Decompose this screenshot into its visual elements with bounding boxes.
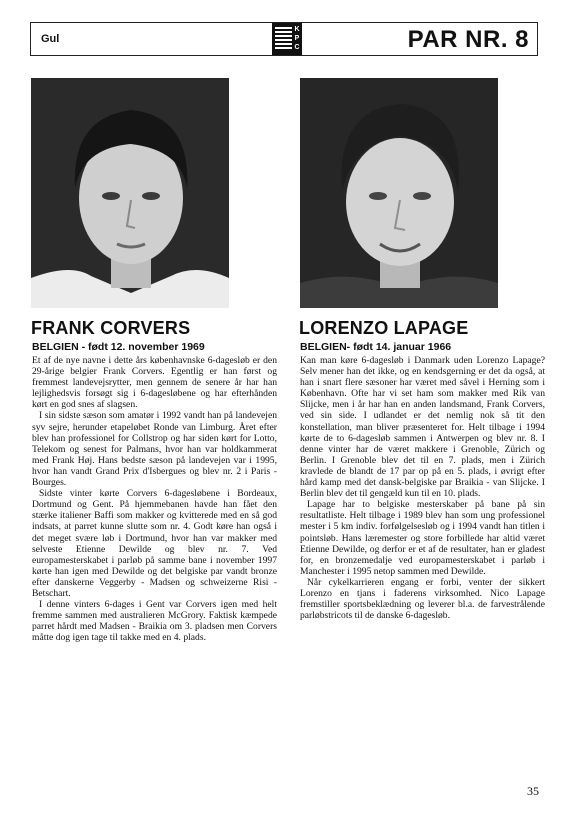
- bio-paragraph: Et af de nye navne i dette års københavnske 6-dagesløb er den 29-årige belgier Frank Corvers. Egentlig er han først og fremmest landevejsrytter, men gennem de senere år har han lejlighedsvis forsøgt sig i 6-dagesløbene og har efterhånden kørt en god snes af slagsen.: [32, 355, 277, 411]
- rider-birth-left: BELGIEN - født 12. november 1969: [32, 341, 205, 353]
- bio-paragraph: I sin sidste sæson som amatør i 1992 vandt han på landevejen syv sejre, herunder etapeløbet Ronde van Limburg. Året efter blev han professionel for Collstrop og har siden kørt for Lotto, Telekom og senest for Palmans, hvor han var holdkammerat med Frank Høj. Hans bedste sæson på landevejen var i 1995, hvor han vandt Grand Prix d'Isbergues og blev nr. 2 i Paris - Bourges.: [32, 410, 277, 489]
- logo-letter-c: C: [294, 44, 300, 51]
- pair-title: PAR NR. 8: [407, 26, 529, 53]
- bio-paragraph: I denne vinters 6-dages i Gent var Corvers igen med helt fremme sammen med australieren McGrory. Faktisk kæmpede parret hårdt med Madsen - Braikia om 3. pladsen men Corvers måtte dog igen tage til takke med en 4. plads.: [32, 599, 277, 644]
- rider-name-right: LORENZO LAPAGE: [299, 318, 469, 338]
- logo-letter-p: P: [294, 35, 300, 42]
- kpc-logo: [272, 23, 302, 55]
- bio-paragraph: Sidste vinter kørte Corvers 6-dagesløbene i Bordeaux, Dortmund og Gent. På hjemmebanen havde han fået den stærke italiener Baffi som makker og kvitterede med en så god indsats, at parret kunne slutte som nr. 4. Godt køre han også i det meget svære løb i Dortmund, hvor han var makker med selveste Etienne Dewilde og blev nr. 7. Ved europamesterskabet i parløb på samme bane i november 1997 kørte han igen med Dewilde og det belgiske par vandt bronze efter danskerne Veggerby - Madsen og schweizerne Risi - Betschart.: [32, 488, 277, 599]
- rider-name-left: FRANK CORVERS: [31, 318, 191, 338]
- logo-letter-k: K: [294, 26, 300, 33]
- rider-birth-right: BELGIEN- født 14. januar 1966: [300, 341, 452, 353]
- bio-paragraph: Lapage har to belgiske mesterskaber på bane på sin resultatliste. Helt tilbage i 1989 blev han som ung professionel mester i 5 km indiv. forfølgelsesløb og i 1994 vandt han titlen i pointsløb. Hans læremester og store forbillede har altid været Etienne Dewilde, og derfor er et af de resultater, han er gladest for, en bronzemedalje ved europamesterskabet i parløb i Manchester i 1995 netop sammen med Dewilde.: [300, 499, 545, 577]
- bio-paragraph: Kan man køre 6-dagesløb i Danmark uden Lorenzo Lapage? Selv mener han det ikke, og en kendsgerning er det da også, at han i snart flere sæsoner har været med såvel i Herning som i København. Ofte har vi set ham som makker med Rik van Slijcke, men i år har han en anden landsmand, Frank Corvers, ved sin side. I udlandet er det nemlig nok så tit den konstellation, man bliver præsenteret for. Helt tilbage i 1994 kørte de to 6-dagesløb sammen i Antwerpen og blev nr. 8. I denne vinter har de været makkere i Grenoble, Zürich og Berlin. I Grenoble blev det til en 7. plads, men i Zürich kravlede de blandt de 17 par op på en 5. plads, i øvrigt efter hård kamp med det dansk-belgiske par Braikia - van Slijcke. I Berlin blev det til gengæld kun til en 10. plads.: [300, 355, 545, 500]
- color-label: Gul: [41, 33, 60, 45]
- rider-photo-lorenzo-lapage: [300, 78, 498, 308]
- bio-paragraph: Når cykelkarrieren engang er forbi, venter der sikkert Lorenzo en tjans i faderens virksomhed. Nico Lapage fremstiller sportsbeklædning og leverer bl.a. de farvestrålende parløbstricots til de danske 6-dagesløb.: [300, 576, 545, 622]
- rider-bio-left: [32, 355, 277, 643]
- page-number: 35: [527, 784, 539, 798]
- rider-photo-frank-corvers: [31, 78, 229, 308]
- rider-bio-right: [300, 355, 545, 621]
